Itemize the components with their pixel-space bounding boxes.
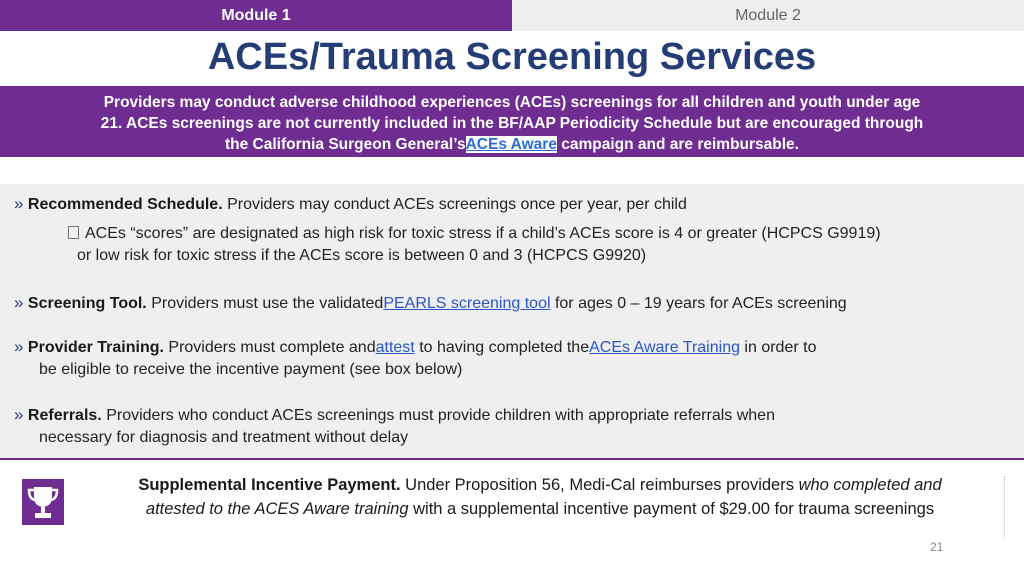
page-number: 21 (930, 540, 944, 554)
referrals-text: Providers who conduct ACEs screenings must provide children with appropriate referrals when (101, 407, 775, 424)
schedule-text: Providers may conduct ACEs screenings once per year, per child (222, 196, 687, 213)
incentive-box (0, 470, 1024, 550)
page-title: ACEs/Trauma Screening Services (207, 36, 817, 78)
training-text-mid: to having completed the (414, 339, 590, 356)
module-tabs (0, 0, 1024, 31)
tab-module-2[interactable] (512, 0, 1024, 31)
incentive-line-1 (80, 473, 1000, 497)
chevron-icon: » (14, 194, 24, 213)
training-text-post: in order to (739, 339, 817, 356)
tool-text-pre: Providers must use the validated (146, 295, 384, 312)
tab-module-1-label: Module 1 (221, 6, 291, 24)
tool-item (14, 292, 847, 315)
incentive-text-1: Under Proposition 56, Medi-Cal reimburses providers (400, 476, 799, 494)
referrals-item (14, 404, 775, 427)
tool-label: Screening Tool. (27, 295, 147, 312)
banner-line-3-pre: the California Surgeon General’s (225, 136, 466, 153)
referrals-label: Referrals. (27, 407, 102, 424)
intro-banner (0, 86, 1024, 157)
aces-aware-link[interactable]: ACEs Aware (465, 136, 557, 153)
schedule-subitem (68, 223, 881, 245)
training-item (14, 336, 816, 359)
schedule-item (14, 193, 687, 216)
incentive-label: Supplemental Incentive Payment. (138, 476, 401, 494)
incentive-text (80, 473, 1000, 521)
pearls-tool-link[interactable]: PEARLS screening tool (383, 295, 551, 312)
aces-aware-training-link[interactable]: ACEs Aware Training (589, 339, 740, 356)
chevron-icon: » (14, 405, 24, 424)
schedule-sub-line-1: ACEs “scores” are designated as high risk for toxic stress if a child’s ACEs score is 4 or greater (HCPCS G9919) (85, 225, 881, 242)
divider (1004, 476, 1005, 538)
banner-line-3 (8, 134, 1016, 155)
training-label: Provider Training. (27, 339, 164, 356)
chevron-icon: » (14, 337, 24, 356)
incentive-text-2: with a supplemental incentive payment of $29.00 for trauma screenings (408, 500, 935, 518)
square-bullet-icon (68, 226, 79, 239)
incentive-italic-2: attested to the ACES Aware training (145, 500, 409, 518)
schedule-sub-line-2: or low risk for toxic stress if the ACEs score is between 0 and 3 (HCPCS G9920) (77, 247, 647, 264)
trophy-icon (22, 479, 64, 525)
banner-line-1: Providers may conduct adverse childhood experiences (ACEs) screenings for all children and youth under age (103, 94, 921, 111)
schedule-label: Recommended Schedule. (27, 196, 223, 213)
tab-module-2-label: Module 2 (735, 6, 801, 24)
attest-link[interactable]: attest (375, 339, 415, 356)
incentive-italic-1: who completed and (798, 476, 942, 494)
training-text-pre: Providers must complete and (163, 339, 376, 356)
incentive-line-2 (80, 497, 1000, 521)
referrals-line-2: necessary for diagnosis and treatment without delay (39, 429, 409, 446)
banner-line-3-post: campaign and are reimbursable. (556, 136, 799, 153)
banner-line-2: 21. ACEs screenings are not currently included in the BF/AAP Periodicity Schedule but are encouraged through (100, 115, 924, 132)
content-panel (0, 184, 1024, 460)
training-line-2: be eligible to receive the incentive payment (see box below) (39, 361, 463, 378)
chevron-icon: » (14, 293, 24, 312)
tab-module-1[interactable] (0, 0, 512, 31)
tool-text-post: for ages 0 – 19 years for ACEs screening (550, 295, 847, 312)
